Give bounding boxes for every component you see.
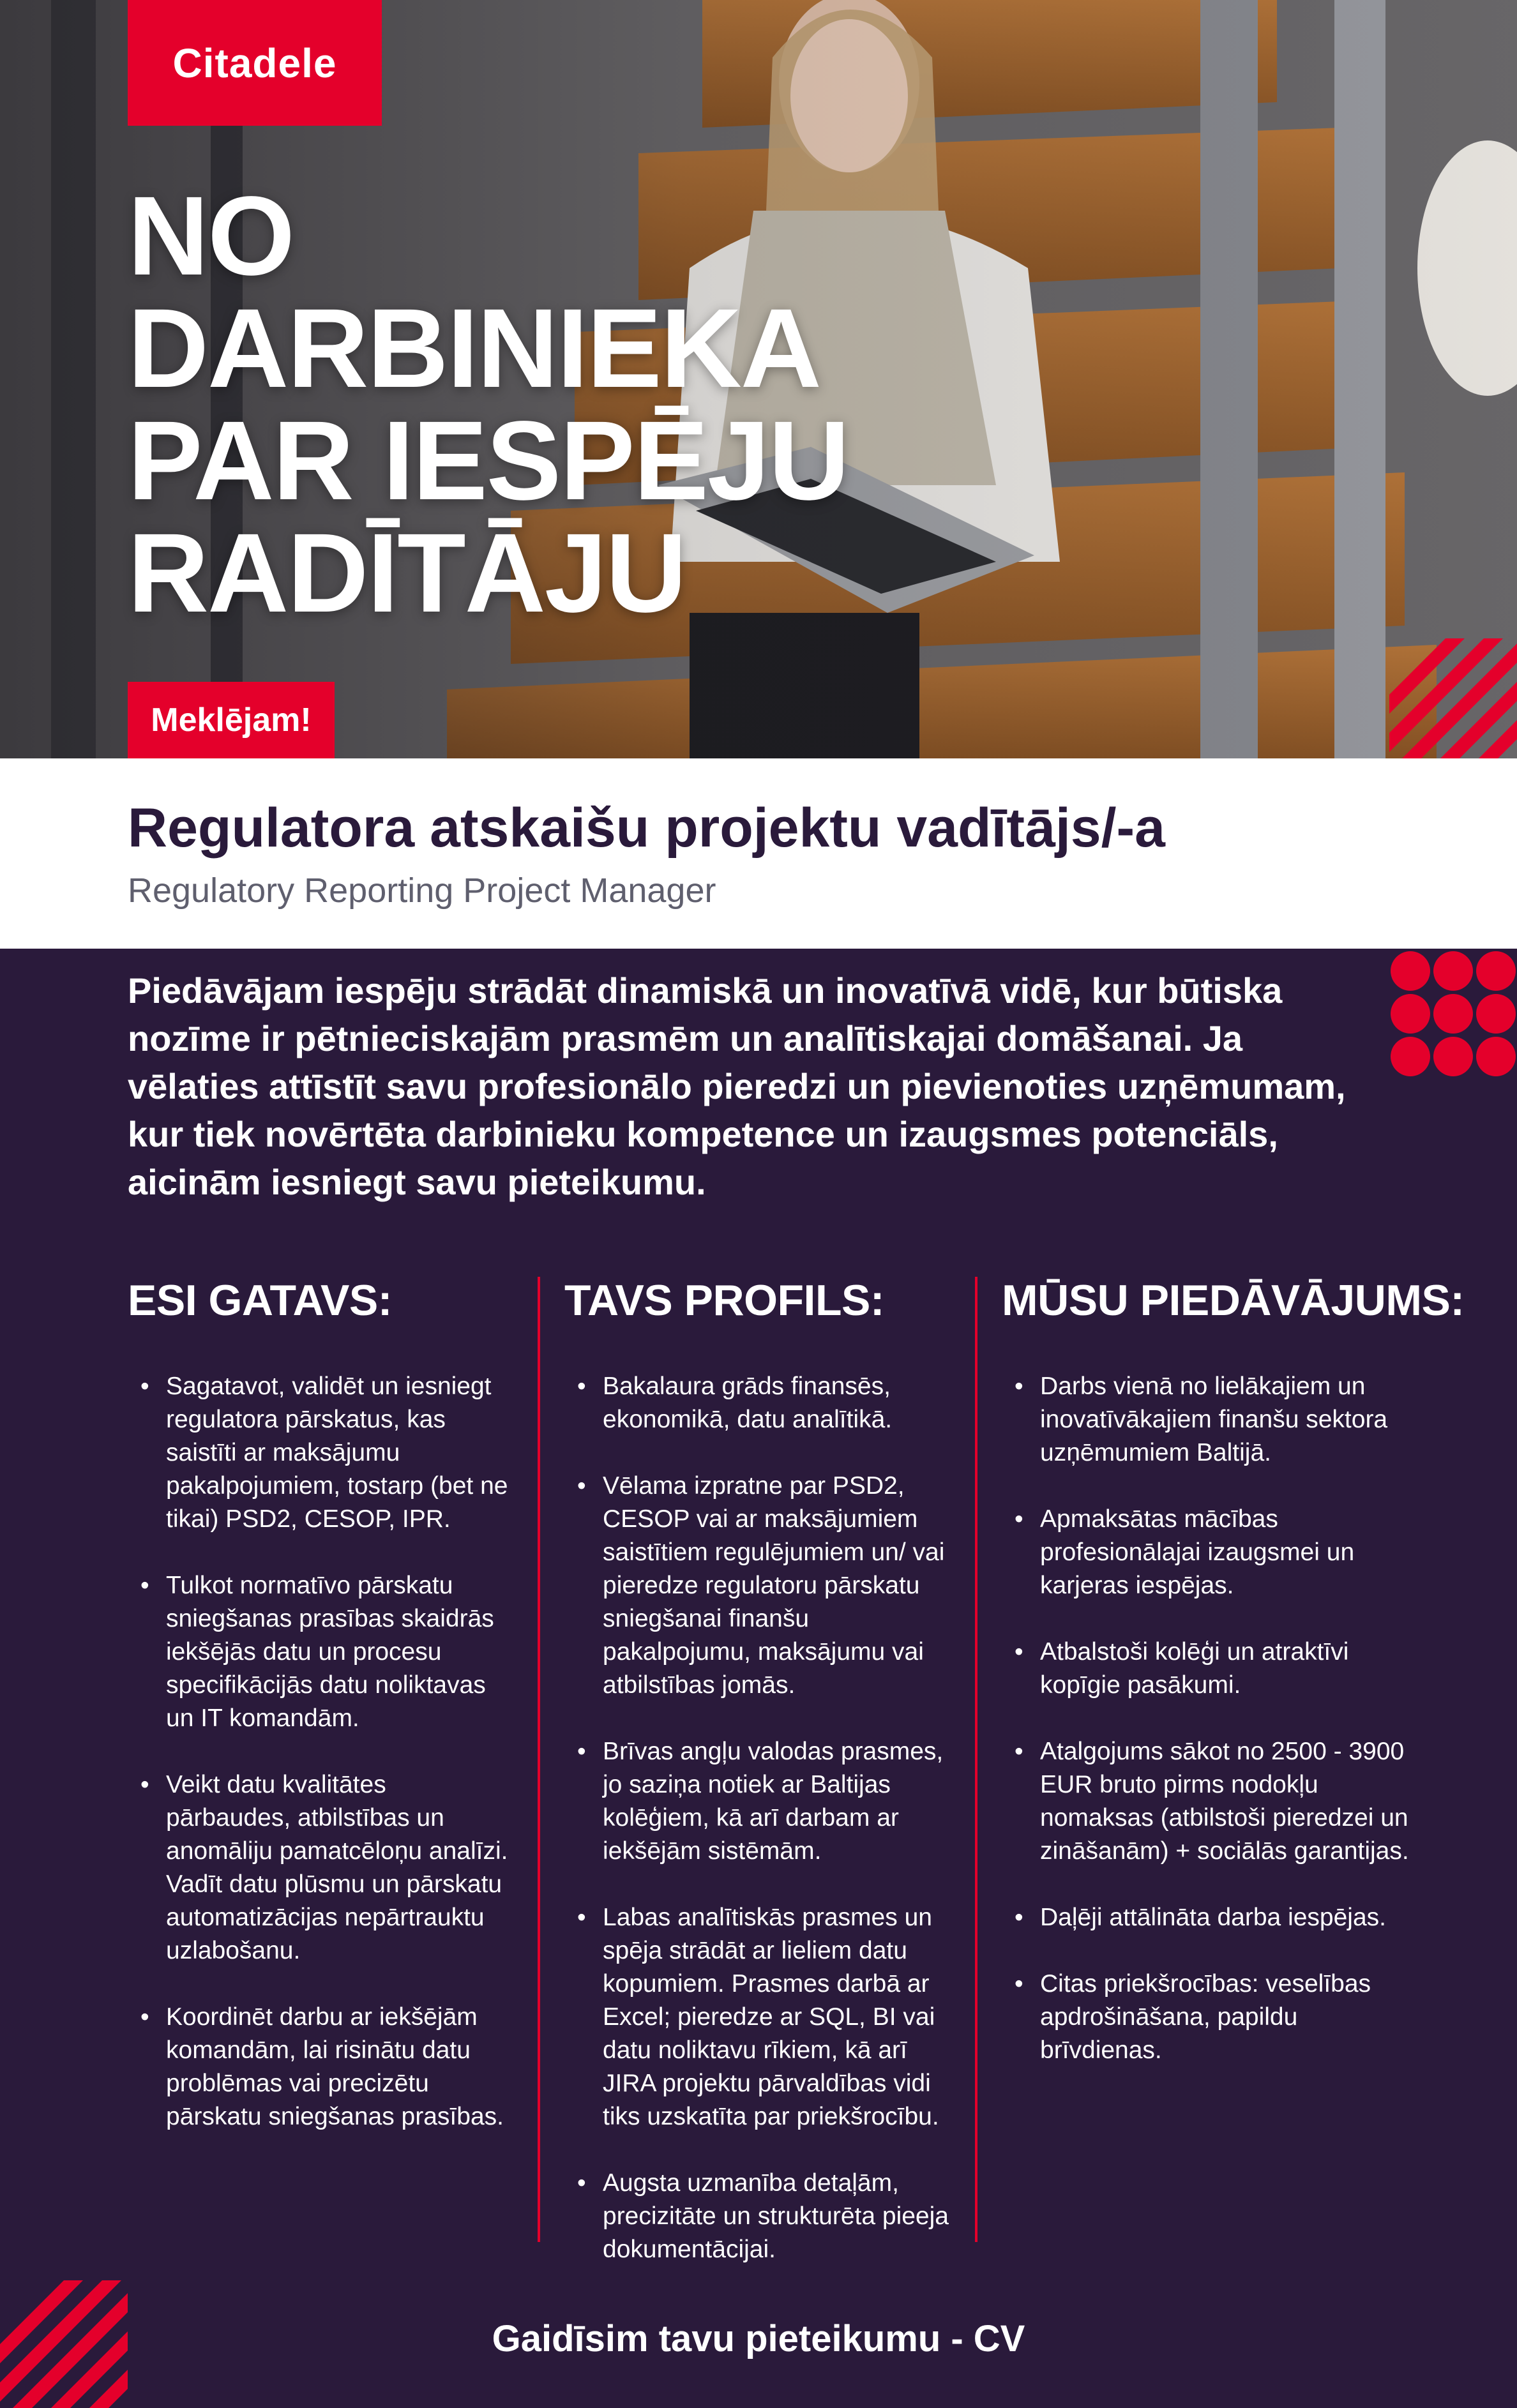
hero-headline-line: DARBINIEKA [128,286,820,411]
list-item: • Bakalaura grāds finansēs, ekonomikā, datu analītikā. [577,1373,893,1433]
column-heading: TAVS PROFILS: [564,1276,884,1325]
job-title-band [0,758,1517,949]
list-item: • Darbs vienā no lielākajiem un inovatīvākajiem finanšu sektora uzņēmumiem Baltijā. [1015,1373,1388,1466]
footer-call-to-action: Gaidīsim tavu pieteikumu - CV [492,2318,1025,2359]
job-subtitle: Regulatory Reporting Project Manager [128,871,716,910]
column-esi-gatavs [128,1275,517,2167]
list-item: • Brīvas angļu valodas prasmes, jo saziņa notiek ar Baltijas kolēģiem, kā arī darbam ar iekšējām sistēmām. [577,1738,944,1865]
list-item: • Koordinēt darbu ar iekšējām komandām, lai risinātu datu problēmas vai precizētu pārskatu sniegšanas prasības. [140,2003,504,2130]
hero-banner [0,0,1517,758]
column-divider [975,1277,977,2242]
column-heading: ESI GATAVS: [128,1276,392,1325]
hero-headline-line: RADĪTĀJU [128,511,686,636]
list-item: • Labas analītiskās prasmes un spēja strādāt ar lieliem datu kopumiem. Prasmes darbā ar Excel; pieredze ar SQL, BI vai datu noliktavu rīkiem, kā arī JIRA projektu pārvaldības vidi tiks uzskatīta par priekšrocību. [577,1904,939,2130]
column-musu-piedavajums [1002,1275,1465,2100]
list-item: • Apmaksātas mācības profesionālajai izaugsmei un karjeras iespējas. [1015,1505,1355,1599]
decorative-dots [1389,950,1517,1078]
column-tavs-profils [564,1275,954,2299]
decorative-stripes [1389,638,1517,758]
list-item: • Vēlama izpratne par PSD2, CESOP vai ar maksājumiem saistītiem regulējumiem un/ vai pieredze regulatoru pārskatu sniegšanai finanšu pakalpojumu, maksājumu vai atbilstības jomās. [577,1472,945,1699]
column-heading: MŪSU PIEDĀVĀJUMS: [1002,1276,1465,1325]
list-item: • Daļēji attālināta darba iespējas. [1015,1904,1387,1931]
list-item: • Veikt datu kvalitātes pārbaudes, atbilstības un anomāliju pamatcēloņu analīzi. Vadīt datu plūsmu un pārskatu automatizācijas nepārtrauktu uzlabošanu. [140,1771,508,1964]
list-item: • Tulkot normatīvo pārskatu sniegšanas prasības skaidrās iekšējās datu un procesu specifikācijās datu noliktavas un IT komandām. [140,1572,494,1732]
column-divider [538,1277,540,2242]
job-title: Regulatora atskaišu projektu vadītājs/-a [128,797,1165,859]
hero-headline-line: NO [128,174,294,299]
list-item: • Augsta uzmanība detaļām, precizitāte un strukturēta pieeja dokumentācijai. [577,2169,949,2263]
list-item: • Citas priekšrocības: veselības apdrošināšana, papildu brīvdienas. [1015,1970,1371,2064]
hiring-badge: Meklējam! [128,682,335,758]
hero-headline-line: PAR IESPĒJU [128,398,849,523]
hero-headline [128,174,894,636]
list-item: • Sagatavot, validēt un iesniegt regulatora pārskatus, kas saistīti ar maksājumu pakalpojumiem, tostarp (bet ne tikai) PSD2, CESOP, IPR. [140,1373,508,1533]
list-item: • Atalgojums sākot no 2500 - 3900 EUR bruto pirms nodokļu nomaksas (atbilstoši pieredzei un zināšanām) + sociālās garantijas. [1015,1738,1409,1865]
citadele-logo: Citadele [128,0,382,126]
intro-paragraph: Piedāvājam iespēju strādāt dinamiskā un inovatīvā vidē, kur būtiska nozīme ir pētnieciskajām prasmēm un analītiskajai domāšanai. Ja vēlaties attīstīt savu profesionālo pieredzi un pievienoties uzņēmumam, kur tiek novērtēta darbinieku kompetence un izaugsmes potenciāls, aicinām iesniegt savu pieteikumu. [128,970,1346,1202]
list-item: • Atbalstoši kolēģi un atraktīvi kopīgie pasākumi. [1015,1638,1349,1699]
